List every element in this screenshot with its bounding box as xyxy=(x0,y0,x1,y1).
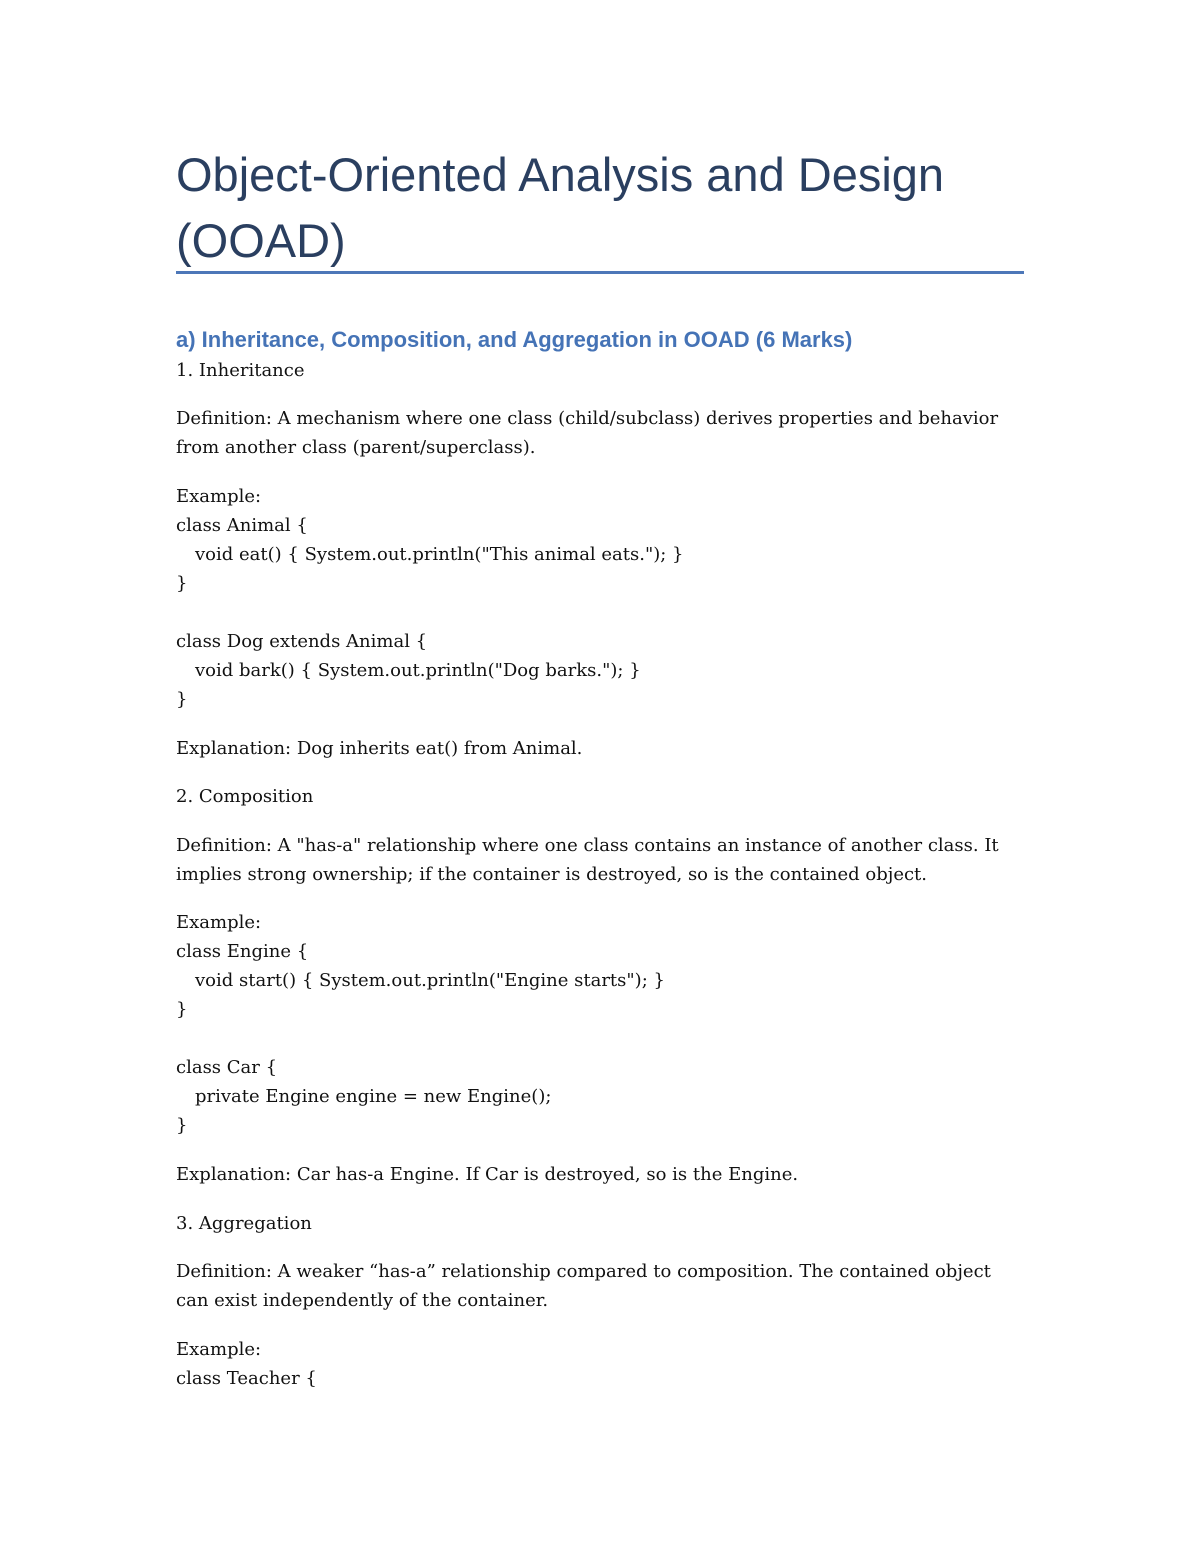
inheritance-explanation: Explanation: Dog inherits eat() from Animal. xyxy=(176,738,583,759)
document-title-line-2: (OOAD) xyxy=(176,214,346,267)
composition-heading: 2. Composition xyxy=(176,786,314,807)
inheritance-code-line: class Dog extends Animal { xyxy=(176,631,428,652)
inheritance-heading: 1. Inheritance xyxy=(176,360,305,381)
composition-definition-line-2: implies strong ownership; if the container is destroyed, so is the contained object. xyxy=(176,864,928,885)
aggregation-definition-line-2: can exist independently of the container. xyxy=(176,1290,549,1311)
document-title xyxy=(176,142,1024,274)
inheritance-definition-line-2: from another class (parent/superclass). xyxy=(176,437,536,458)
document-title-line-1: Object-Oriented Analysis and Design xyxy=(176,148,945,201)
inheritance-example-label: Example: xyxy=(176,486,262,507)
aggregation-definition-line-1: Definition: A weaker “has-a” relationship compared to composition. The contained object xyxy=(176,1261,991,1282)
inheritance-code-line: } xyxy=(176,689,188,710)
composition-explanation: Explanation: Car has-a Engine. If Car is destroyed, so is the Engine. xyxy=(176,1164,799,1185)
inheritance-code-line: void eat() { System.out.println("This animal eats."); } xyxy=(195,544,684,565)
composition-code-line: class Engine { xyxy=(176,941,309,962)
inheritance-code-line: class Animal { xyxy=(176,515,308,536)
aggregation-example-label: Example: xyxy=(176,1339,262,1360)
inheritance-code-line: } xyxy=(176,573,188,594)
composition-code-line: void start() { System.out.println("Engine starts"); } xyxy=(195,970,665,991)
composition-code-line: private Engine engine = new Engine(); xyxy=(195,1086,552,1107)
inheritance-code-line: void bark() { System.out.println("Dog barks."); } xyxy=(195,660,641,681)
composition-code-line: } xyxy=(176,1115,188,1136)
composition-definition-line-1: Definition: A "has-a" relationship where one class contains an instance of another class. It xyxy=(176,835,999,856)
aggregation-heading: 3. Aggregation xyxy=(176,1213,312,1234)
title-underline xyxy=(176,271,1024,274)
section-heading: a) Inheritance, Composition, and Aggregation in OOAD (6 Marks) xyxy=(176,327,853,352)
composition-example-label: Example: xyxy=(176,912,262,933)
composition-code-line: } xyxy=(176,999,188,1020)
inheritance-definition-line-1: Definition: A mechanism where one class (child/subclass) derives properties and behavior xyxy=(176,408,999,429)
composition-code-line: class Car { xyxy=(176,1057,278,1078)
aggregation-code-line: class Teacher { xyxy=(176,1368,317,1389)
